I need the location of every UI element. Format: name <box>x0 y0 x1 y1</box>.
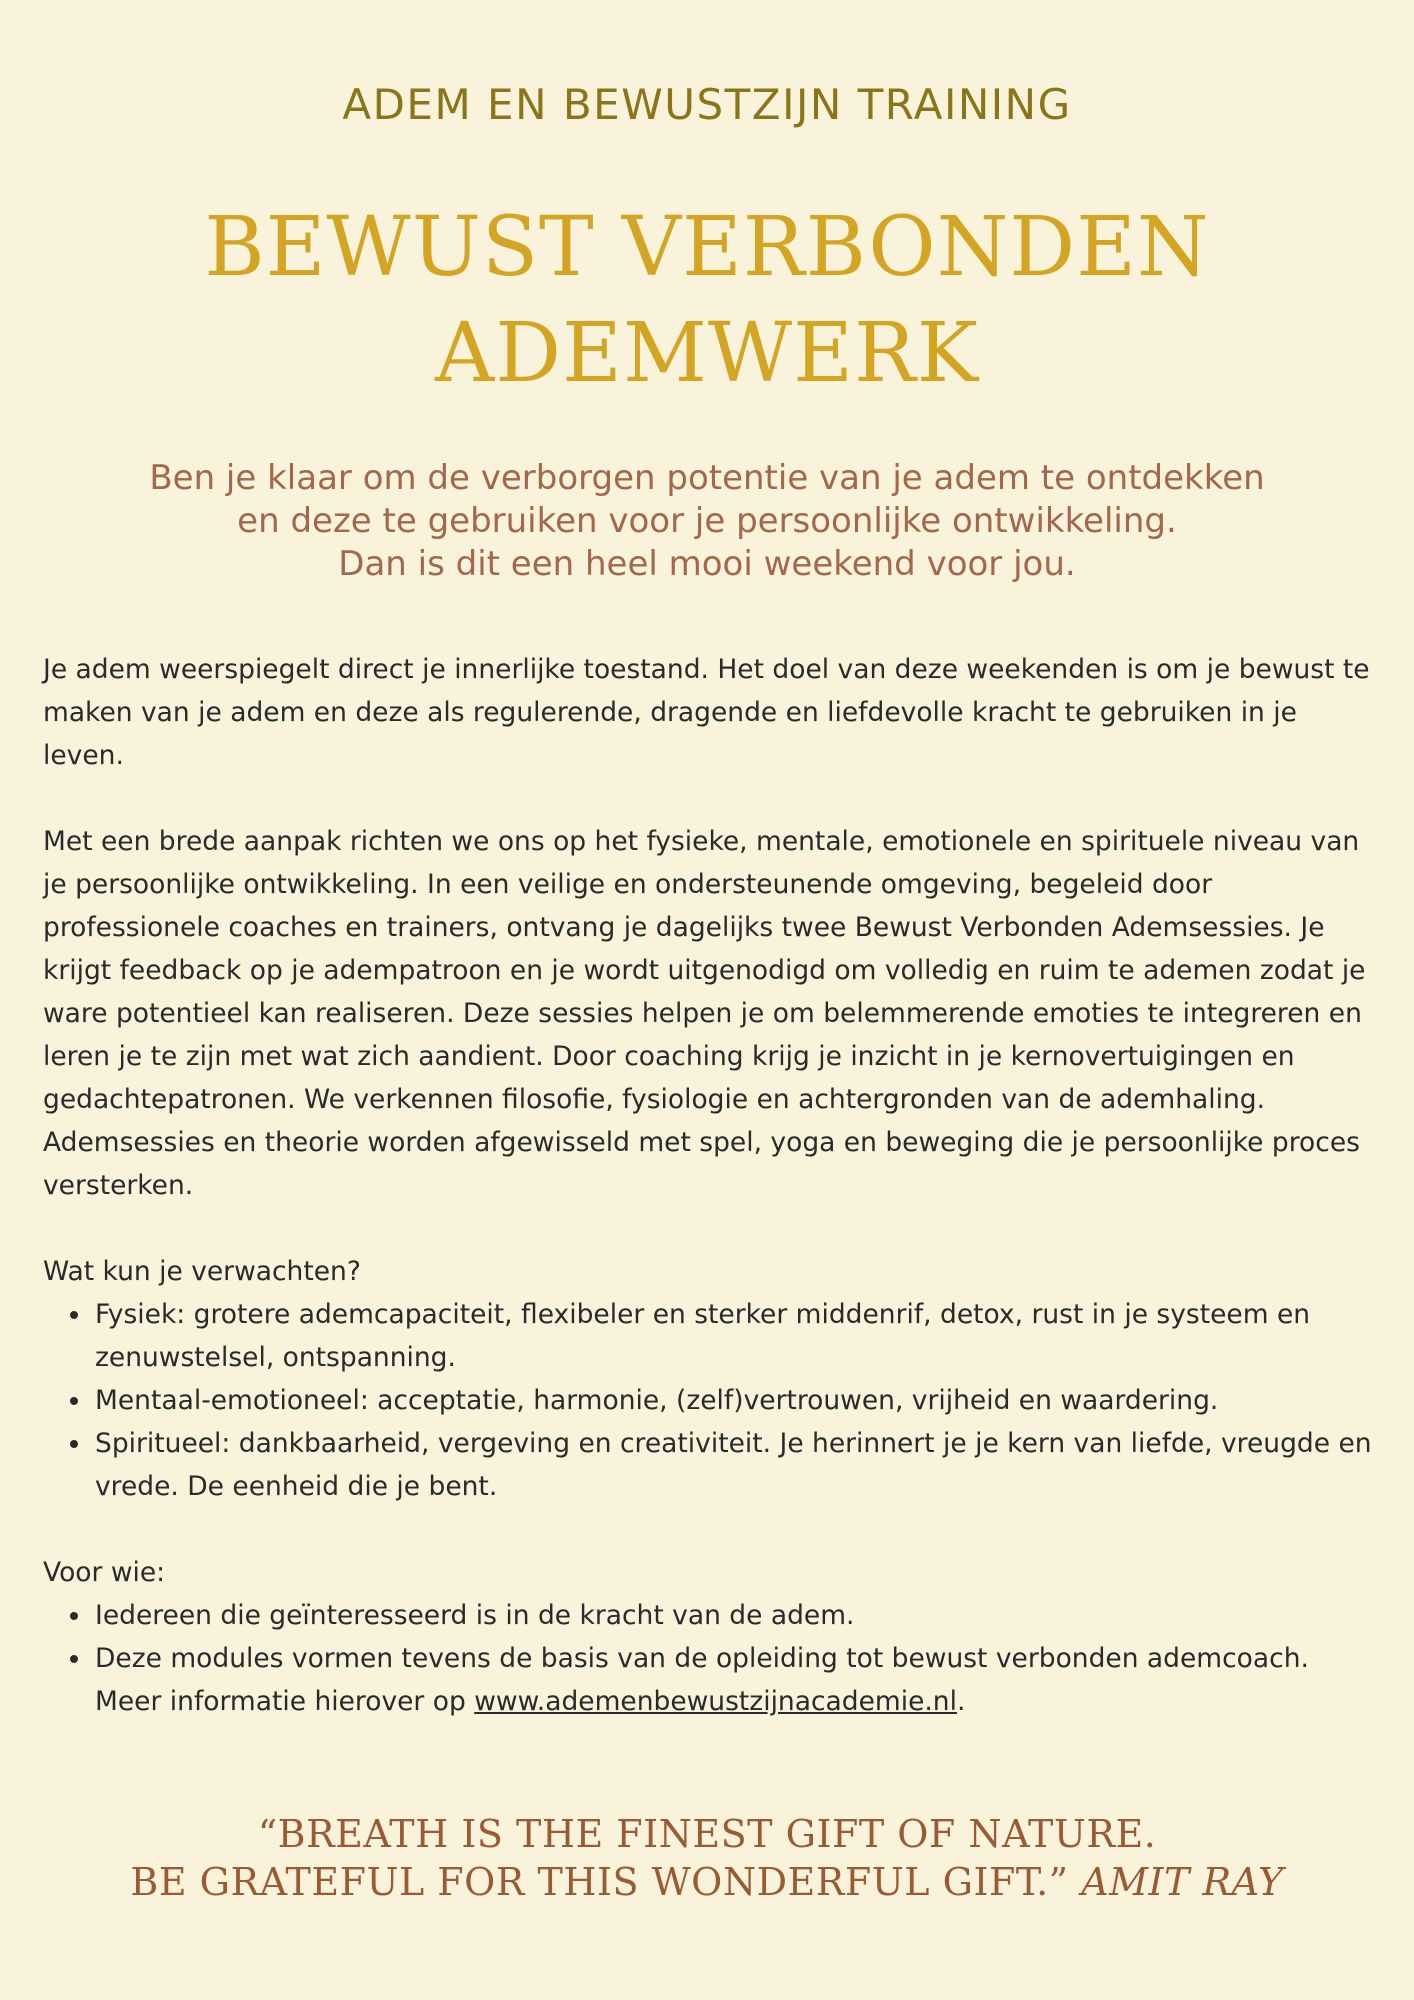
lead-line-1: Ben je klaar om de verborgen potentie van je adem te ontdekken <box>149 458 1265 498</box>
kicker-heading: ADEM EN BEWUSTZIJN TRAINING <box>342 80 1072 129</box>
body-text <box>43 648 1383 1766</box>
audience-list <box>43 1594 1383 1723</box>
closing-quote <box>0 1810 1414 1906</box>
paragraph-approach: Met een brede aanpak richten we ons op het fysieke, mentale, emotionele en spirituele niveau van je persoonlijke ontwikkeling. In een veilige en ondersteunende omgeving, begeleid door professionele coaches en trainers, ontvang je dagelijks twee Bewust Verbonden Ademsessies. Je krijgt feedback op je adempatroon en je wordt uitgenodigd om volledig en ruim te ademen zodat je ware potentieel kan realiseren. Deze sessies helpen je om belemmerende emoties te integreren en leren je te zijn met wat zich aandient. Door coaching krijg je inzicht in je kernovertuigingen en gedachtepatronen. We verkennen filosofie, fysiologie en achtergronden van de ademhaling. Ademsessies en theorie worden afgewisseld met spel, yoga en beweging die je persoonlijke proces versterken. <box>43 826 1366 1201</box>
quote-line-1: “BREATH IS THE FINEST GIFT OF NATURE. <box>257 1812 1157 1856</box>
list-item-spiritual: • Spiritueel: dankbaarheid, vergeving en creativiteit. Je herinnert je je kern van liefde, vreugde en vrede. De eenheid die je bent. <box>93 1422 1383 1508</box>
list-item-mental-emotional: • Mentaal-emotioneel: acceptatie, harmonie, (zelf)vertrouwen, vrijheid en waardering. <box>93 1379 1383 1422</box>
title-line-1: BEWUST VERBONDEN <box>204 200 1210 295</box>
list-item-physical: • Fysiek: grotere ademcapaciteit, flexibeler en sterker middenrif, detox, rust in je systeem en zenuwstelsel, ontspanning. <box>93 1293 1383 1379</box>
audience-heading: Voor wie: <box>43 1557 166 1588</box>
lead-text <box>40 457 1374 586</box>
modules-text: Deze modules vormen tevens de basis van de opleiding tot bewust verbonden ademcoach. Meer informatie hierover op <box>95 1643 1309 1717</box>
page-title <box>0 195 1414 407</box>
expect-heading: Wat kun je verwachten? <box>43 1256 361 1287</box>
title-line-2: ADEMWERK <box>435 306 979 401</box>
quote-author: AMIT RAY <box>1081 1860 1284 1904</box>
list-item-modules <box>93 1637 1383 1723</box>
lead-line-2: en deze te gebruiken voor je persoonlijke ontwikkeling. <box>237 501 1177 541</box>
quote-line-2-text: BE GRATEFUL FOR THIS WONDERFUL GIFT.” <box>130 1860 1069 1904</box>
academy-link[interactable]: www.ademenbewustzijnacademie.nl <box>474 1686 957 1717</box>
modules-text-end: . <box>956 1686 966 1717</box>
lead-line-3: Dan is dit een heel mooi weekend voor jou. <box>338 544 1076 584</box>
list-item-everyone: • Iedereen die geïnteresseerd is in de kracht van de adem. <box>93 1594 1383 1637</box>
expect-list <box>43 1293 1383 1508</box>
quote-line-2 <box>0 1858 1414 1906</box>
paragraph-intro: Je adem weerspiegelt direct je innerlijke toestand. Het doel van deze weekenden is om je bewust te maken van je adem en deze als regulerende, dragende en liefdevolle kracht te gebruiken in je leven. <box>43 654 1370 771</box>
